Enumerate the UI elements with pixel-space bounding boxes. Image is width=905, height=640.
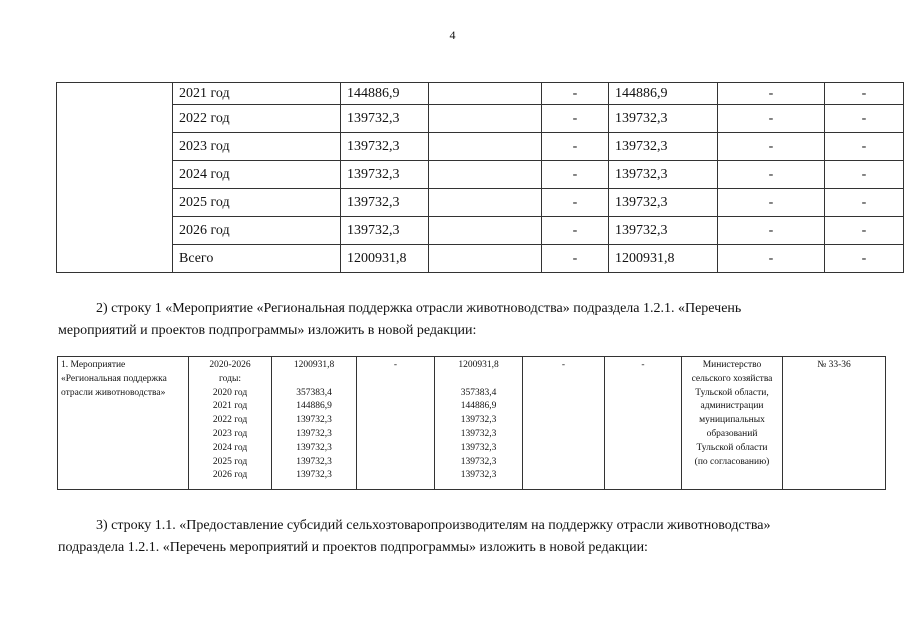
federal-cell: - — [542, 245, 609, 273]
funding-row — [57, 217, 904, 245]
local-cell: - — [718, 245, 825, 273]
measure-regional-line: 139732,3 — [460, 456, 497, 467]
other-cell: - — [825, 105, 904, 133]
other-cell: - — [825, 217, 904, 245]
measure-year-line: 2025 год — [212, 456, 248, 467]
year-cell: Всего — [173, 245, 341, 273]
total-cell: 144886,9 — [341, 83, 429, 105]
measure-total-line — [275, 373, 353, 387]
local-cell: - — [718, 105, 825, 133]
year-cell: 2021 год — [173, 83, 341, 105]
measure-executor-cell — [682, 357, 783, 490]
empty-cell — [429, 161, 542, 189]
merged-name-cell — [57, 83, 173, 273]
total-cell: 139732,3 — [341, 217, 429, 245]
year-cell: 2025 год — [173, 189, 341, 217]
paragraph-2-line-2: мероприятий и проектов подпрограммы» изложить в новой редакции: — [58, 323, 477, 338]
year-cell: 2026 год — [173, 217, 341, 245]
total-cell: 139732,3 — [341, 161, 429, 189]
local-cell: - — [718, 189, 825, 217]
measure-executor-line: Министерство — [702, 360, 762, 370]
empty-cell — [429, 105, 542, 133]
measure-ref-cell — [783, 357, 886, 490]
other-cell: - — [825, 245, 904, 273]
measure-regional-line: 357383,4 — [460, 387, 497, 398]
measure-regional-line: 139732,3 — [460, 428, 497, 439]
federal-cell: - — [542, 161, 609, 189]
regional-cell: 139732,3 — [609, 189, 718, 217]
empty-cell — [429, 133, 542, 161]
regional-cell: 144886,9 — [609, 83, 718, 105]
measure-total-line: 139732,3 — [296, 442, 332, 453]
paragraph-2-line-1: 2) строку 1 «Мероприятие «Региональная поддержка отрасли животноводства» подраздела 1.2.1. «Перечень — [96, 301, 742, 316]
measure-executor-line: сельского хозяйства — [691, 373, 773, 384]
other-cell: - — [825, 161, 904, 189]
measure-table — [57, 356, 886, 490]
measure-regional-line: 139732,3 — [460, 470, 497, 481]
paragraph-3-line-2: подраздела 1.2.1. «Перечень мероприятий и проектов подпрограммы» изложить в новой редакции: — [58, 540, 648, 555]
total-cell: 139732,3 — [341, 105, 429, 133]
measure-ref-value: № 33-36 — [817, 360, 851, 370]
year-cell: 2022 год — [173, 105, 341, 133]
measure-name-line: отрасли животноводства» — [61, 387, 166, 398]
funding-row — [57, 245, 904, 273]
paragraph-3 — [58, 515, 838, 559]
regional-cell: 139732,3 — [609, 133, 718, 161]
measure-total-line: 1200931,8 — [293, 360, 335, 370]
measure-year-line: 2020 год — [212, 387, 248, 398]
funding-row — [57, 133, 904, 161]
measure-year-line: 2021 год — [212, 401, 248, 412]
measure-regional-line: 139732,3 — [460, 415, 497, 426]
year-cell: 2024 год — [173, 161, 341, 189]
local-cell: - — [718, 83, 825, 105]
regional-cell: 139732,3 — [609, 161, 718, 189]
measure-year-line: годы: — [219, 373, 241, 384]
measure-executor-line: Тульской области — [696, 442, 768, 453]
measure-regional-line — [438, 373, 519, 387]
local-cell: - — [718, 217, 825, 245]
measure-year-line: 2023 год — [212, 428, 248, 439]
measure-local-cell — [523, 357, 605, 490]
measure-total-cell — [272, 357, 357, 490]
federal-cell: - — [542, 217, 609, 245]
paragraph-2 — [58, 298, 838, 342]
measure-years-cell — [189, 357, 272, 490]
measure-local-value: - — [561, 360, 566, 370]
year-cell: 2023 год — [173, 133, 341, 161]
funding-table-continued — [56, 82, 904, 273]
local-cell: - — [718, 133, 825, 161]
measure-executor-line: (по согласованию) — [694, 456, 770, 467]
measure-other-value: - — [641, 360, 645, 370]
total-cell: 139732,3 — [341, 133, 429, 161]
measure-name-line: «Региональная поддержка — [61, 373, 167, 384]
empty-cell — [429, 189, 542, 217]
funding-row — [57, 83, 904, 105]
measure-total-line: 357383,4 — [296, 387, 332, 398]
federal-cell: - — [542, 83, 609, 105]
regional-cell: 1200931,8 — [609, 245, 718, 273]
measure-year-line: 2022 год — [212, 415, 248, 426]
funding-row — [57, 105, 904, 133]
measure-regional-cell — [435, 357, 523, 490]
measure-executor-line: образований — [706, 428, 758, 439]
total-cell: 1200931,8 — [341, 245, 429, 273]
measure-name-cell — [58, 357, 189, 490]
measure-executor-line: Тульской области, — [695, 387, 769, 398]
page-number: 4 — [449, 28, 456, 42]
measure-executor-line: администрации — [700, 401, 764, 412]
funding-row — [57, 189, 904, 217]
measure-total-line: 139732,3 — [296, 456, 332, 467]
federal-cell: - — [542, 105, 609, 133]
other-cell: - — [825, 83, 904, 105]
regional-cell: 139732,3 — [609, 217, 718, 245]
empty-cell — [429, 245, 542, 273]
measure-year-line: 2026 год — [212, 470, 248, 481]
measure-total-line: 144886,9 — [296, 401, 332, 412]
empty-cell — [429, 217, 542, 245]
measure-other-cell — [605, 357, 682, 490]
regional-cell: 139732,3 — [609, 105, 718, 133]
measure-regional-line: 1200931,8 — [458, 360, 499, 370]
paragraph-3-line-1: 3) строку 1.1. «Предоставление субсидий сельхозтоваропроизводителям на поддержку отрасли животноводства» — [96, 518, 771, 533]
measure-total-line: 139732,3 — [296, 428, 332, 439]
federal-cell: - — [542, 189, 609, 217]
measure-regional-line: 144886,9 — [460, 401, 497, 412]
measure-name-line: 1. Мероприятие — [61, 360, 126, 370]
local-cell: - — [718, 161, 825, 189]
measure-executor-line: муниципальных — [699, 415, 765, 426]
measure-total-line: 139732,3 — [296, 415, 332, 426]
other-cell: - — [825, 133, 904, 161]
measure-year-line: 2020-2026 — [209, 360, 251, 370]
funding-row — [57, 161, 904, 189]
other-cell: - — [825, 189, 904, 217]
measure-federal-value: - — [393, 360, 398, 370]
measure-year-line: 2024 год — [212, 442, 248, 453]
measure-federal-cell — [357, 357, 435, 490]
measure-regional-line: 139732,3 — [460, 442, 497, 453]
measure-total-line: 139732,3 — [296, 470, 332, 481]
total-cell: 139732,3 — [341, 189, 429, 217]
empty-cell — [429, 83, 542, 105]
federal-cell: - — [542, 133, 609, 161]
